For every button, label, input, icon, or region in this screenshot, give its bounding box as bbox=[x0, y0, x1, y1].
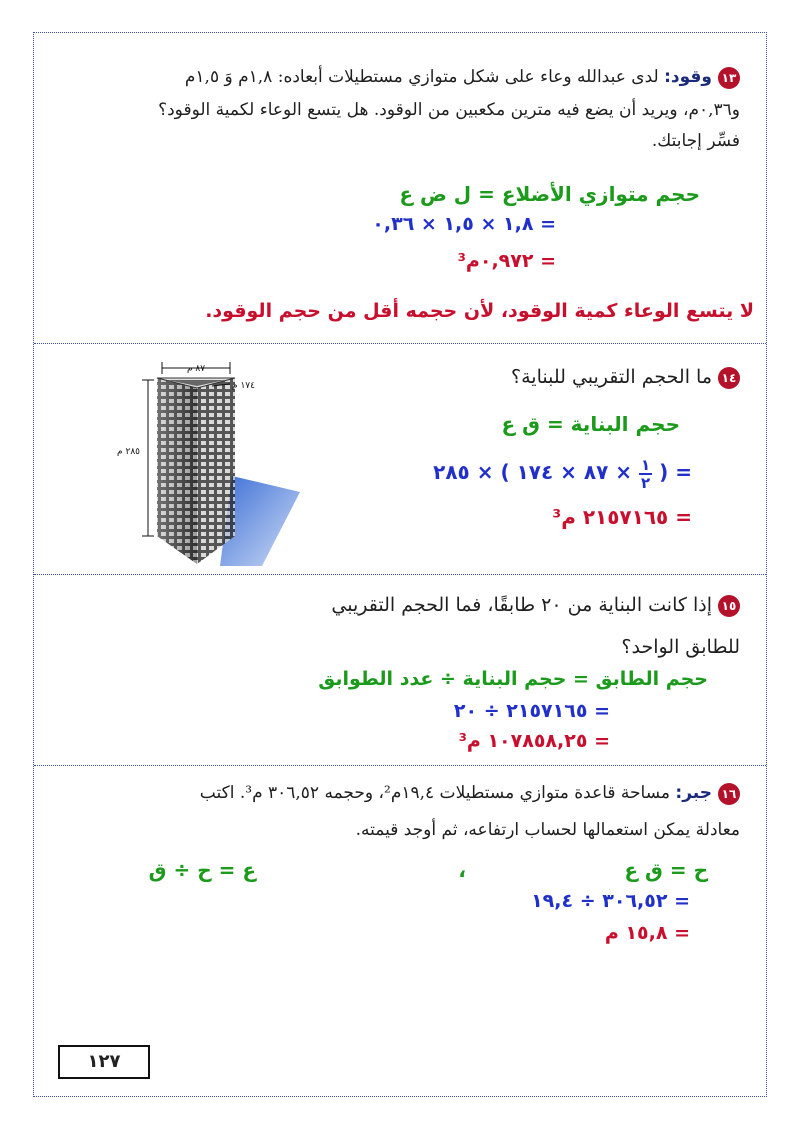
depth-label: ١٧٤ م bbox=[232, 381, 255, 391]
q13-line1 bbox=[185, 62, 740, 92]
separator-1 bbox=[34, 343, 766, 344]
q16-answer3: = ١٥,٨ م bbox=[604, 922, 690, 944]
q16-number-badge: ١٦ bbox=[718, 783, 740, 805]
q16-keyword: جبر: bbox=[675, 783, 712, 803]
q16-line2: معادلة يمكن استعمالها لحساب ارتفاعه، ثم أوجد قيمته. bbox=[355, 820, 740, 840]
building-right-face bbox=[197, 378, 235, 564]
height-label: ٢٨٥ م bbox=[117, 447, 140, 457]
q15-number-badge: ١٥ bbox=[718, 595, 740, 617]
q13-text1: لدى عبدالله وعاء على شكل متوازي مستطيلات أبعاده: ١,٨م وَ ١,٥م bbox=[184, 67, 659, 87]
q13-line3: فسِّر إجابتك. bbox=[651, 131, 740, 151]
q16-answer1-right: ع = ح ÷ ق bbox=[148, 858, 256, 882]
q15-answer2: = ٢١٥٧١٦٥ ÷ ٢٠ bbox=[453, 700, 610, 722]
q14-question: ما الحجم التقريبي للبناية؟ bbox=[511, 366, 712, 388]
q13-line2: و٠,٣٦م، ويريد أن يضع فيه مترين مكعبين من الوقود. هل يتسع الوعاء لكمية الوقود؟ bbox=[158, 100, 740, 120]
separator-2 bbox=[34, 574, 766, 575]
width-label: ٨٧ م bbox=[186, 364, 206, 374]
q16-answer1-left: ح = ق ع bbox=[624, 858, 708, 882]
q16-line1-wrap bbox=[200, 778, 740, 808]
q15-line2: للطابق الواحد؟ bbox=[621, 636, 740, 658]
q16-answer2: = ٣٠٦,٥٢ ÷ ١٩,٤ bbox=[531, 890, 690, 912]
q14-answer2 bbox=[433, 452, 692, 492]
q15-answer3: = ١٠٧٨٥٨,٢٥ م³ bbox=[458, 730, 610, 752]
q15-line1-wrap bbox=[331, 590, 740, 620]
q16-answer1-comma: ، bbox=[458, 858, 466, 882]
q13-answer1: حجم متوازي الأضلاع = ل ض ع bbox=[399, 182, 700, 206]
q16-text1: مساحة قاعدة متوازي مستطيلات ١٩,٤م²، وحجمه ٣٠٦,٥٢ م³. اكتب bbox=[199, 783, 671, 803]
q14-answer3: = ٢١٥٧١٦٥ م³ bbox=[552, 505, 692, 529]
q14-a2-prefix: = ( bbox=[659, 460, 692, 484]
q13-number-badge: ١٣ bbox=[718, 67, 740, 89]
separator-3 bbox=[34, 765, 766, 766]
q15-line1: إذا كانت البناية من ٢٠ طابقًا، فما الحجم التقريبي bbox=[331, 594, 712, 616]
q14-question-line bbox=[511, 362, 740, 392]
q13-conclusion: لا يتسع الوعاء كمية الوقود، لأن حجمه أقل من حجم الوقود. bbox=[205, 300, 754, 322]
page-number: ١٢٧ bbox=[58, 1045, 150, 1079]
q13-answer2: = ١,٨ × ١,٥ × ٠,٣٦ bbox=[372, 213, 556, 235]
q13-answer3: = ٠,٩٧٢م³ bbox=[457, 250, 556, 272]
q14-a2-rest: × ٨٧ × ١٧٤ ) × ٢٨٥ bbox=[433, 460, 633, 484]
q15-answer1: حجم الطابق = حجم البناية ÷ عدد الطوابق bbox=[318, 668, 708, 690]
building-figure bbox=[112, 356, 312, 570]
q13-keyword: وقود: bbox=[664, 67, 712, 87]
q14-fraction-den: ٢ bbox=[641, 473, 651, 492]
q14-fraction bbox=[639, 457, 652, 491]
q14-fraction-num: ١ bbox=[641, 455, 651, 474]
q14-number-badge: ١٤ bbox=[718, 367, 740, 389]
q14-answer1: حجم البناية = ق ع bbox=[501, 412, 680, 436]
